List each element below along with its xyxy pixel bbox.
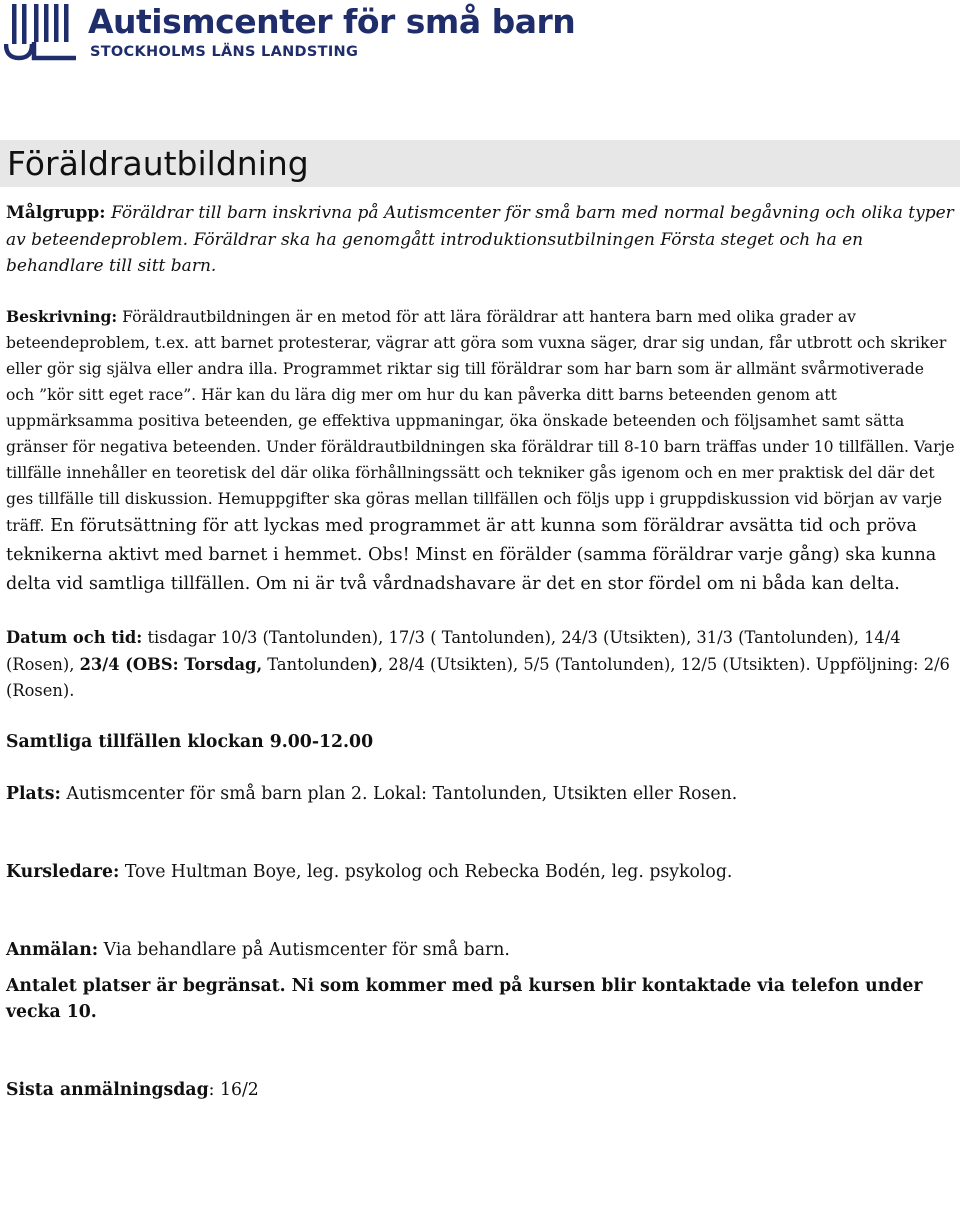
registration-text: Via behandlare på Autismcenter för små barn. <box>98 939 510 960</box>
description-text-large: En förutsättning för att lyckas med programmet är att kunna som föräldrar avsätta tid och pröva teknikerna aktivt med barnet i hemmet. Obs! Minst en förälder (samma föräldrar varje gång) ska kunna delta vid samtliga tillfällen. Om ni är två vårdnadshavare är det en stor fördel om ni båda kan delta. <box>6 516 937 595</box>
target-group-label: Målgrupp: <box>6 203 106 223</box>
location-paragraph <box>6 781 956 807</box>
description-text: Föräldrautbildningen är en metod för att lära föräldrar att hantera barn med olika grader av beteendeproblem, t.ex. att barnet protesterar, vägrar att göra som vuxna säger, drar sig undan, får utbrott och skriker eller gör sig själva eller andra illa. Programmet riktar sig till föräldrar som har barn som är allmänt svårmotiverade och ”kör sitt eget race”. Här kan du lära dig mer om hur du kan påverka ditt barns beteenden genom att uppmärksamma positiva beteenden, ge effektiva uppmaningar, öka önskade beteenden och följsamhet samt sätta gränser för negativa beteenden. Under föräldrautbildningen ska föräldrar till 8-10 barn träffas under 10 tillfällen. Varje tillfälle innehåller en teoretisk del där olika förhållningssätt och tekniker gås igenom och en mer praktisk del där det ges tillfälle till diskussion. Hemuppgifter ska göras mellan tillfällen och följs upp i gruppdiskussion vid början av varje träff. <box>6 307 955 536</box>
page-title: Föräldrautbildning <box>7 144 309 183</box>
deadline-label: Sista anmälningsdag <box>6 1079 209 1100</box>
dates-bold-1: 23/4 (OBS: Torsdag, <box>79 654 263 674</box>
course-leaders-label: Kursledare: <box>6 861 120 882</box>
dates-label: Datum och tid: <box>6 628 143 648</box>
logo-title: Autismcenter för små barn <box>88 2 576 41</box>
registration-label: Anmälan: <box>6 939 99 960</box>
dates-paragraph <box>6 625 956 705</box>
dates-text-2: Tantolunden <box>262 654 371 674</box>
dates-bold-2: ) <box>370 654 378 674</box>
deadline-text: : 16/2 <box>208 1079 259 1100</box>
time-paragraph: Samtliga tillfällen klockan 9.00-12.00 <box>6 731 374 752</box>
sll-logo-icon <box>4 2 80 62</box>
location-text: Autismcenter för små barn plan 2. Lokal: Tantolunden, Utsikten eller Rosen. <box>60 783 738 804</box>
logo <box>4 2 576 66</box>
dates-text-3: , 28/4 (Utsikten), 5/5 (Tantolunden), 12/5 (Utsikten). Uppföljning: 2/6 (Rosen). <box>6 654 950 701</box>
document-body <box>6 200 956 1103</box>
logo-subtitle: STOCKHOLMS LÄNS LANDSTING <box>90 44 359 60</box>
deadline-paragraph <box>6 1077 956 1103</box>
target-group-paragraph <box>6 200 956 280</box>
dates-text-1: tisdagar 10/3 (Tantolunden), 17/3 ( Tantolunden), 24/3 (Utsikten), 31/3 (Tantolunden), 14/4 (Rosen), <box>6 628 901 674</box>
description-paragraph <box>6 304 956 600</box>
registration-paragraph <box>6 937 956 963</box>
course-leaders-text: Tove Hultman Boye, leg. psykolog och Rebecka Bodén, leg. psykolog. <box>119 861 733 882</box>
description-label: Beskrivning: <box>6 306 118 326</box>
course-leaders-paragraph <box>6 859 956 885</box>
limited-seats-paragraph: Antalet platser är begränsat. Ni som kommer med på kursen blir kontaktade via telefon under vecka 10. <box>6 975 923 1022</box>
target-group-text: Föräldrar till barn inskrivna på Autismcenter för små barn med normal begåvning och olika typer av beteendeproblem. Föräldrar ska ha genomgått introduktionsutbilningen Första steget och ha en behandlare till sitt barn. <box>6 203 954 276</box>
location-label: Plats: <box>6 783 61 804</box>
title-bar <box>0 140 960 187</box>
